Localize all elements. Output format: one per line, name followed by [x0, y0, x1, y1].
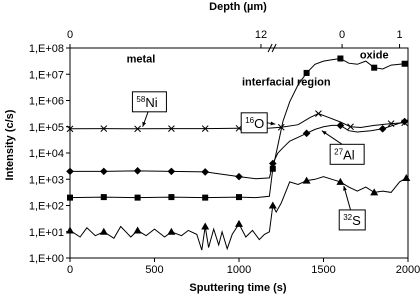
species-arrowhead [322, 131, 327, 135]
square-marker [236, 194, 242, 200]
square-marker [135, 195, 141, 201]
annotation-layer [127, 50, 389, 230]
triangle-marker [167, 228, 175, 235]
species-arrowhead [142, 122, 146, 127]
species-arrowhead [343, 186, 347, 191]
species-label: $^{27}_{Al}$ [334, 147, 355, 163]
x-tick-label: 1000 [226, 264, 252, 276]
y-tick-label: 1,E+05 [28, 121, 64, 134]
species-label: $^{32}_S$ [343, 212, 361, 228]
y-tick-label: 1,E+01 [28, 226, 64, 239]
square-marker [304, 70, 310, 76]
diamond-marker [235, 173, 243, 181]
diamond-marker [303, 130, 311, 138]
diamond-marker [100, 168, 108, 176]
triangle-marker [134, 226, 142, 233]
square-marker [67, 195, 73, 201]
species-label: $^{16}_O$ [245, 115, 265, 131]
triangle-marker [402, 174, 410, 181]
species-arrowhead [270, 121, 275, 125]
square-marker [402, 61, 408, 67]
diamond-marker [201, 168, 209, 176]
y-tick-label: 1,E+04 [28, 148, 64, 160]
series-ni [67, 111, 408, 132]
x-marker [315, 111, 321, 117]
square-marker [168, 194, 174, 200]
square-marker [337, 56, 343, 62]
region-label: metal [126, 53, 156, 66]
x-tick-label: 500 [145, 264, 164, 276]
square-marker [371, 65, 377, 71]
top-axis-title: Depth (µm) [209, 1, 267, 13]
diamond-marker [66, 168, 74, 176]
species-label: $^{58}_{Ni}$ [136, 94, 158, 110]
y-tick-label: 1,E+03 [28, 174, 64, 187]
diamond-marker [134, 167, 142, 175]
triangle-marker [100, 228, 108, 235]
diamond-marker [379, 125, 387, 133]
x-axis-title: Sputtering time (s) [189, 282, 287, 294]
y-tick-label: 1,E+02 [28, 200, 64, 213]
y-axis-title: Intensity (c/s) [4, 109, 16, 181]
square-marker [101, 194, 107, 200]
y-tick-label: 1,E+08 [28, 43, 64, 55]
y-tick-label: 1,E+07 [28, 69, 64, 82]
top-tick-label: 12 [254, 29, 268, 41]
x-tick-label: 0 [66, 264, 74, 276]
y-tick-label: 1,E+06 [28, 95, 64, 108]
x-tick-label: 2000 [395, 264, 420, 276]
region-label: interfacial region [241, 76, 331, 89]
triangle-marker [66, 226, 74, 233]
x-tick-label: 1500 [311, 264, 336, 276]
y-tick-label: 1,E+00 [28, 253, 64, 265]
diamond-marker [401, 118, 409, 126]
triangle-marker [235, 220, 243, 227]
top-tick-label: 1 [396, 29, 403, 41]
triangle-marker [201, 223, 209, 230]
top-tick-label: 0 [339, 29, 346, 41]
square-marker [202, 195, 208, 201]
region-label: oxide [359, 49, 389, 62]
top-tick-label: 0 [66, 29, 74, 41]
triangle-marker [269, 202, 277, 209]
diamond-marker [168, 168, 176, 176]
